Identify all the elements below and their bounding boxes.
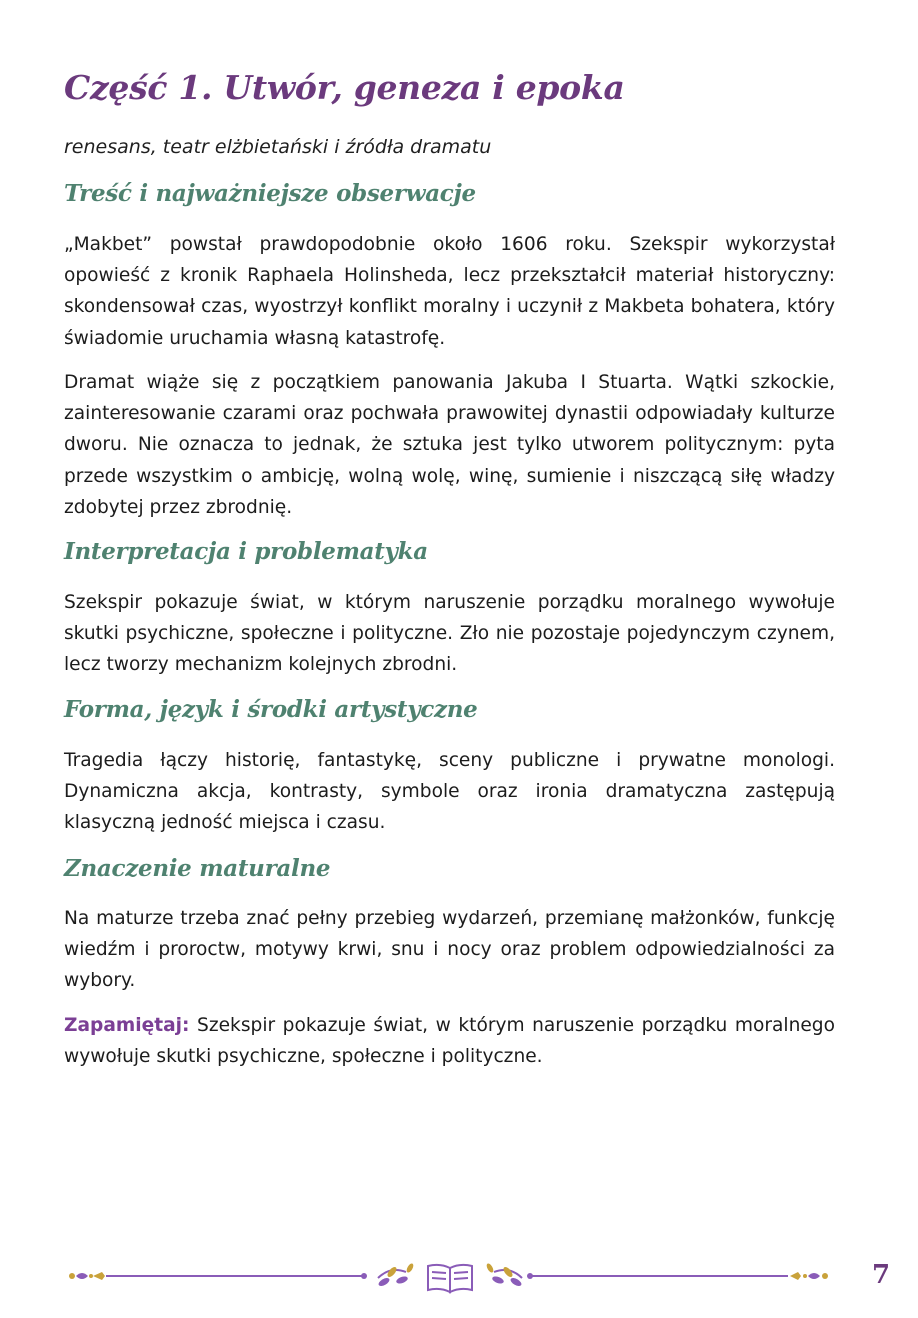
leaf-ornament-icon bbox=[485, 1262, 522, 1287]
page-subtitle: renesans, teatr elżbietański i źródła dramatu bbox=[64, 136, 492, 158]
leaf-ornament-icon bbox=[377, 1262, 414, 1287]
paragraph: Tragedia łączy historię, fantastykę, sceny publiczne i prywatne monologi. Dynamiczna akcja, kontrasty, symbole oraz ironia dramatyczna zastępują klasyczną jedność miejsca i czasu. bbox=[64, 750, 835, 834]
section-heading: Interpretacja i problematyka bbox=[64, 538, 428, 565]
leaf-ornament-icon bbox=[69, 1272, 105, 1280]
open-book-icon bbox=[428, 1265, 472, 1292]
footer-ornament bbox=[60, 1258, 840, 1298]
footer-divider bbox=[60, 1258, 840, 1298]
section-heading: Treść i najważniejsze obserwacje bbox=[64, 180, 476, 207]
remember-note bbox=[64, 1010, 835, 1072]
paragraph: „Makbet” powstał prawdopodobnie około 1606 roku. Szekspir wykorzystał opowieść z kronik Raphaela Holinsheda, lecz przekształcił materiał historyczny: skondensował czas, wyostrzył konflikt moralny i uczynił z Makbeta bohatera, który świadomie uruchamia własną katastrofę. bbox=[64, 234, 835, 349]
section-heading: Forma, język i środki artystyczne bbox=[64, 696, 478, 723]
page-number: 7 bbox=[872, 1260, 891, 1290]
remember-label: Zapamiętaj: bbox=[64, 1015, 190, 1036]
paragraph: Na maturze trzeba znać pełny przebieg wydarzeń, przemianę małżonków, funkcję wiedźm i proroctw, motywy krwi, snu i nocy oraz problem odpowiedzialności za wybory. bbox=[64, 908, 835, 992]
leaf-ornament-icon bbox=[790, 1272, 828, 1280]
paragraph: Dramat wiąże się z początkiem panowania Jakuba I Stuarta. Wątki szkockie, zainteresowanie czarami oraz pochwała prawowitej dynastii odpowiadały kulturze dworu. Nie oznacza to jednak, że sztuka jest tylko utworem politycznym: pyta przede wszystkim o ambicję, wolną wolę, winę, sumienie i niszczącą siłę władzy zdobytej przez zbrodnię. bbox=[64, 372, 835, 518]
page-title: Część 1. Utwór, geneza i epoka bbox=[64, 68, 625, 107]
remember-text: Szekspir pokazuje świat, w którym naruszenie porządku moralnego wywołuje skutki psychiczne, społeczne i polityczne. bbox=[64, 1015, 835, 1068]
paragraph: Szekspir pokazuje świat, w którym naruszenie porządku moralnego wywołuje skutki psychiczne, społeczne i polityczne. Zło nie pozostaje pojedynczym czynem, lecz tworzy mechanizm kolejnych zbrodni. bbox=[64, 592, 835, 676]
section-heading: Znaczenie maturalne bbox=[64, 855, 331, 882]
